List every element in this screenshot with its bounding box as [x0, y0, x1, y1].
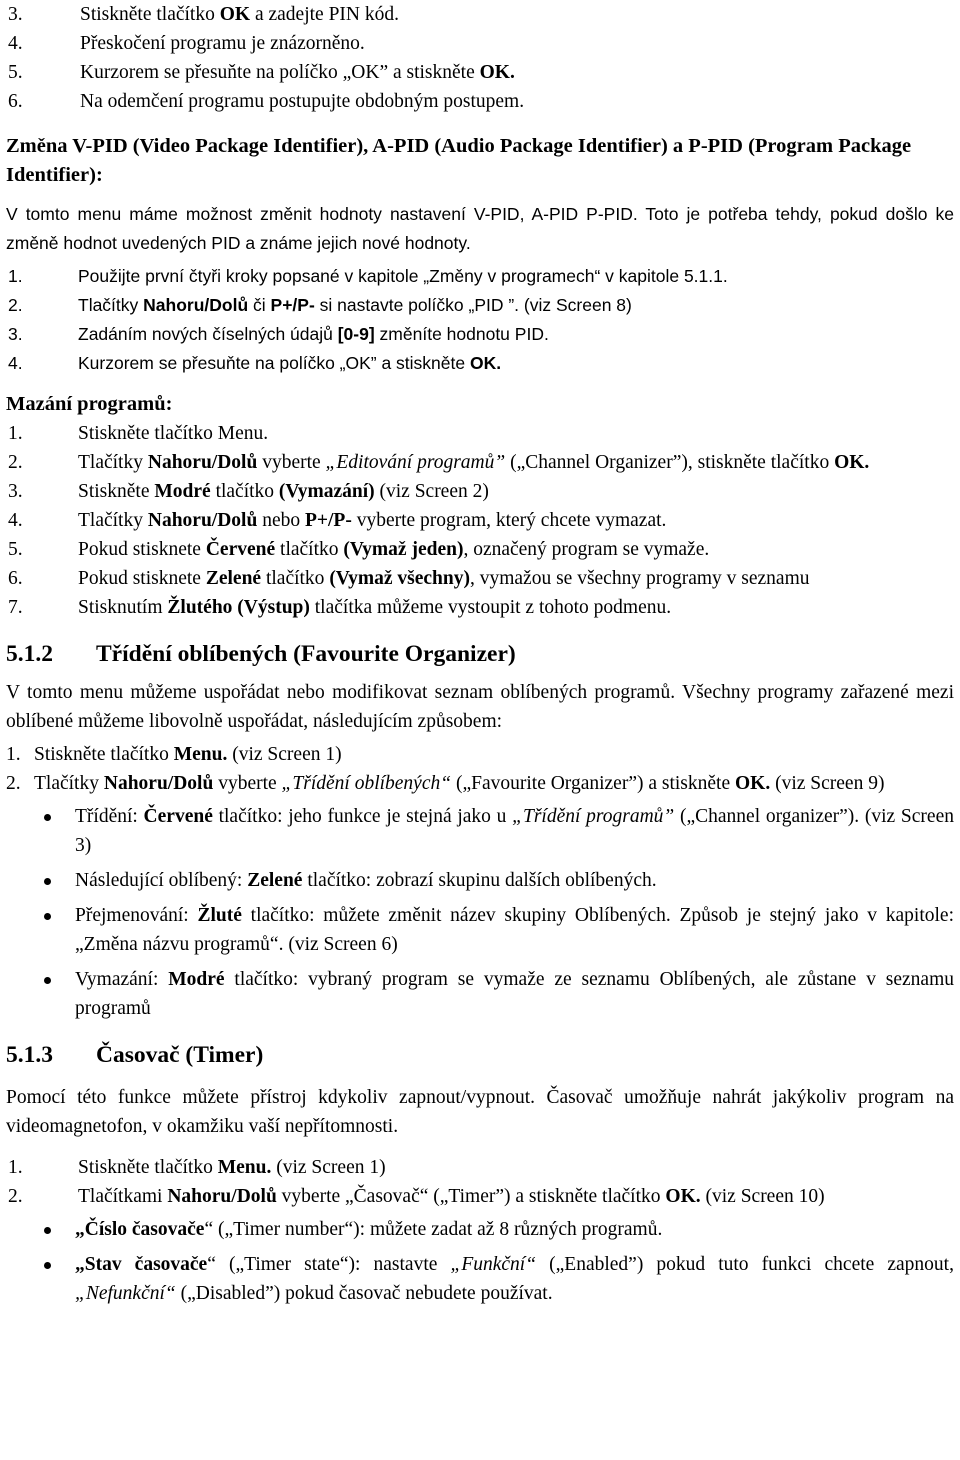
text-run: tlačítko: jeho funkce je stejná jako u	[212, 806, 513, 827]
text-run: Zadáním nových číselných údajů	[78, 324, 338, 344]
bold-text: (Vymaž jeden)	[343, 539, 464, 560]
text-run: (viz Screen 9)	[770, 773, 885, 794]
bold-text: [0-9]	[337, 324, 375, 344]
text-run: vyberte program, který chcete vymazat.	[351, 510, 667, 531]
text-run: Stiskněte tlačítko Menu.	[78, 423, 269, 444]
text-run: , označený program se vymaže.	[463, 539, 710, 560]
section-title: Časovač (Timer)	[96, 1042, 264, 1068]
text-run: Pokud stisknete	[78, 568, 206, 589]
list-item	[6, 564, 954, 593]
list-item	[6, 740, 954, 769]
text-run: změníte hodnotu PID.	[374, 324, 549, 344]
bold-text: Nahoru/Dolů	[103, 773, 214, 794]
bold-text: Červené	[205, 539, 276, 560]
bold-text: OK.	[834, 452, 870, 473]
text-run: vyberte	[213, 773, 282, 794]
bold-text: P+/P-	[304, 510, 352, 531]
list-number: 3.	[8, 4, 23, 25]
list-item	[6, 262, 954, 291]
timer-intro: Pomocí této funkce můžete přístroj kdykoliv zapnout/vypnout. Časovač umožňuje nahrát jakýkoliv program na videomagnetofon, v okamžiku vaší nepřítomnosti.	[6, 1087, 954, 1137]
section-title: Třídění oblíbených (Favourite Organizer)	[96, 641, 516, 667]
text-run: tlačítka můžeme vystoupit z tohoto podmenu.	[309, 597, 672, 618]
text-run: vyberte „Časovač“ („Timer”) a stiskněte tlačítko	[276, 1186, 666, 1207]
text-run: tlačítko: vybraný program se vymaže ze seznamu Oblíbených, ale zůstane v seznamu programů	[75, 969, 955, 1019]
bold-text: (Vymaž všechny)	[329, 568, 470, 589]
list-number: 3.	[8, 481, 23, 502]
text-run: “ („Timer number“): můžete zadat až 8 různých programů.	[204, 1219, 663, 1240]
text-run: vyberte	[257, 452, 326, 473]
text-run: (viz Screen 10)	[700, 1186, 825, 1207]
list-number: 7.	[8, 597, 23, 618]
text-run: Kurzorem se přesuňte na políčko „OK” a stiskněte	[80, 62, 480, 83]
bold-text: Nahoru/Dolů	[143, 295, 249, 315]
text-run: (viz Screen 2)	[374, 481, 489, 502]
delete-heading: Mazání programů:	[6, 393, 173, 415]
list-number: 1.	[8, 423, 23, 444]
favourite-section-heading	[6, 638, 954, 670]
text-run: tlačítko: můžete změnit název skupiny Oblíbených. Způsob je stejný jako v kapitole: „Změna názvu programů“. (viz Screen 6)	[75, 905, 954, 955]
bullet-item	[6, 802, 954, 860]
text-run: („Favourite Organizer”) a stiskněte	[451, 773, 735, 794]
list-number: 6.	[8, 568, 23, 589]
text-run: Tlačítkami	[78, 1186, 168, 1207]
text-run: (viz Screen 1)	[271, 1157, 386, 1178]
text-run: („Channel organizer”). (viz Screen 3)	[75, 806, 954, 856]
bullet-icon	[44, 977, 51, 984]
list-number: 6.	[8, 91, 23, 112]
bold-text: OK	[219, 4, 251, 25]
text-run: , vymažou se všechny programy v seznamu	[469, 568, 810, 589]
bold-text: Menu.	[217, 1157, 272, 1178]
list-item	[6, 535, 954, 564]
bold-text: „Stav časovače	[75, 1254, 208, 1275]
bold-text: OK.	[735, 773, 771, 794]
bold-text: Červené	[143, 806, 213, 827]
section-number: 5.1.3	[6, 1042, 53, 1068]
text-run: tlačítko	[261, 568, 330, 589]
text-run: či	[248, 295, 271, 315]
list-item	[6, 419, 954, 448]
text-run: (viz Screen 1)	[227, 744, 342, 765]
bold-text: Nahoru/Dolů	[167, 1186, 277, 1207]
list-number: 4.	[8, 33, 23, 54]
list-number: 2.	[8, 295, 23, 315]
bullet-icon	[44, 913, 51, 920]
favourite-intro: V tomto menu můžeme uspořádat nebo modifikovat seznam oblíbených programů. Všechny programy zařazené mezi oblíbené můžeme libovolně uspořádat, následujícím způsobem:	[6, 682, 954, 732]
list-number: 5.	[8, 539, 23, 560]
text-run: Přeskočení programu je znázorněno.	[80, 33, 365, 54]
list-item	[6, 291, 954, 320]
list-number: 1.	[6, 744, 21, 765]
bold-text: Zelené	[205, 568, 262, 589]
text-run: („Channel Organizer”), stiskněte tlačítko	[505, 452, 835, 473]
bullet-icon	[44, 814, 51, 821]
list-number: 1.	[8, 266, 23, 286]
list-item	[6, 448, 954, 477]
list-item	[6, 29, 954, 58]
text-run: („Enabled”) pokud tuto funkci chcete zapnout,	[536, 1254, 954, 1275]
text-run: Následující oblíbený:	[75, 870, 248, 891]
text-run: a zadejte PIN kód.	[250, 4, 399, 25]
list-item	[6, 58, 954, 87]
text-run: Tlačítky	[78, 295, 144, 315]
text-run: nebo	[257, 510, 305, 531]
bullet-item	[6, 866, 954, 895]
italic-text: „Třídění programů”	[512, 806, 675, 827]
text-run: Tlačítky	[78, 510, 148, 531]
timer-bullets	[6, 1215, 954, 1308]
bullet-icon	[44, 1227, 51, 1234]
list-item	[6, 477, 954, 506]
text-run: Vymazání:	[75, 969, 169, 990]
timer-steps-list	[6, 1153, 954, 1211]
list-item	[6, 87, 954, 116]
text-run: Stiskněte tlačítko	[78, 1157, 218, 1178]
text-run: Přejmenování:	[75, 905, 198, 926]
bullet-item	[6, 1215, 954, 1244]
bold-text: „Číslo časovače	[75, 1219, 205, 1240]
text-run: si nastavte políčko „PID ”. (viz Screen 8)	[314, 295, 632, 315]
bold-text: OK.	[665, 1186, 701, 1207]
list-number: 4.	[8, 353, 23, 373]
list-item	[6, 593, 954, 622]
list-number: 1.	[8, 1157, 23, 1178]
bold-text: Zelené	[247, 870, 303, 891]
bold-text: Žluté	[197, 905, 242, 926]
bold-text: Nahoru/Dolů	[147, 452, 258, 473]
text-run: Kurzorem se přesuňte na políčko „OK” a stiskněte	[78, 353, 470, 373]
list-item	[6, 769, 954, 798]
bold-text: P+/P-	[270, 295, 315, 315]
text-run: Použijte první čtyři kroky popsané v kapitole „Změny v programech“ v kapitole 5.1.1.	[78, 266, 728, 286]
bold-text: OK.	[479, 62, 515, 83]
italic-text: „Třídění oblíbených“	[281, 773, 452, 794]
text-run: Pokud stisknete	[78, 539, 206, 560]
list-item	[6, 506, 954, 535]
list-number: 2.	[8, 452, 23, 473]
pid-steps-list	[6, 262, 954, 378]
bullet-item	[6, 1250, 954, 1308]
italic-text: „Editování programů”	[325, 452, 506, 473]
bold-text: Modré	[168, 969, 225, 990]
italic-text: „Funkční“	[450, 1254, 537, 1275]
text-run: tlačítko	[210, 481, 279, 502]
delete-steps-list	[6, 419, 954, 622]
pin-steps-list	[6, 0, 954, 116]
text-run: tlačítko: zobrazí skupinu dalších oblíbených.	[302, 870, 657, 891]
list-item	[6, 1182, 954, 1211]
bold-text: (Vymazání)	[278, 481, 375, 502]
text-run: Tlačítky	[78, 452, 148, 473]
bold-text: Nahoru/Dolů	[147, 510, 258, 531]
bullet-icon	[44, 1262, 51, 1269]
text-run: tlačítko	[275, 539, 344, 560]
bullet-item	[6, 965, 954, 1023]
list-number: 2.	[8, 1186, 23, 1207]
favourite-steps-list	[6, 740, 954, 798]
list-number: 4.	[8, 510, 23, 531]
text-run: Stiskněte tlačítko	[80, 4, 220, 25]
bold-text: Žlutého (Výstup)	[167, 597, 310, 618]
timer-section-heading	[6, 1039, 954, 1071]
list-number: 5.	[8, 62, 23, 83]
pid-heading: Změna V-PID (Video Package Identifier), A-PID (Audio Package Identifier) a P-PID (Program Package Identifier):	[6, 135, 912, 186]
bullet-icon	[44, 878, 51, 885]
list-number: 3.	[8, 324, 23, 344]
bold-text: Modré	[154, 481, 211, 502]
bold-text: Menu.	[173, 744, 228, 765]
list-item	[6, 1153, 954, 1182]
section-number: 5.1.2	[6, 641, 53, 667]
text-run: Stiskněte	[78, 481, 155, 502]
text-run: Stisknutím	[78, 597, 168, 618]
text-run: Třídění:	[75, 806, 144, 827]
text-run: Na odemčení programu postupujte obdobným postupem.	[80, 91, 525, 112]
bullet-item	[6, 901, 954, 959]
text-run: („Disabled”) pokud časovač nebudete používat.	[175, 1283, 553, 1304]
italic-text: „Nefunkční“	[75, 1283, 176, 1304]
list-number: 2.	[6, 773, 21, 794]
list-item	[6, 320, 954, 349]
pid-intro: V tomto menu máme možnost změnit hodnoty nastavení V-PID, A-PID P-PID. Toto je potřeba tehdy, pokud došlo ke změně hodnot uvedených PID a známe jejich nové hodnoty.	[6, 204, 954, 253]
text-run: “ („Timer state“): nastavte	[207, 1254, 451, 1275]
list-item	[6, 0, 954, 29]
favourite-bullets	[6, 802, 954, 1023]
text-run: Stiskněte tlačítko	[34, 744, 174, 765]
text-run: Tlačítky	[34, 773, 104, 794]
list-item	[6, 349, 954, 378]
bold-text: OK.	[469, 353, 502, 373]
